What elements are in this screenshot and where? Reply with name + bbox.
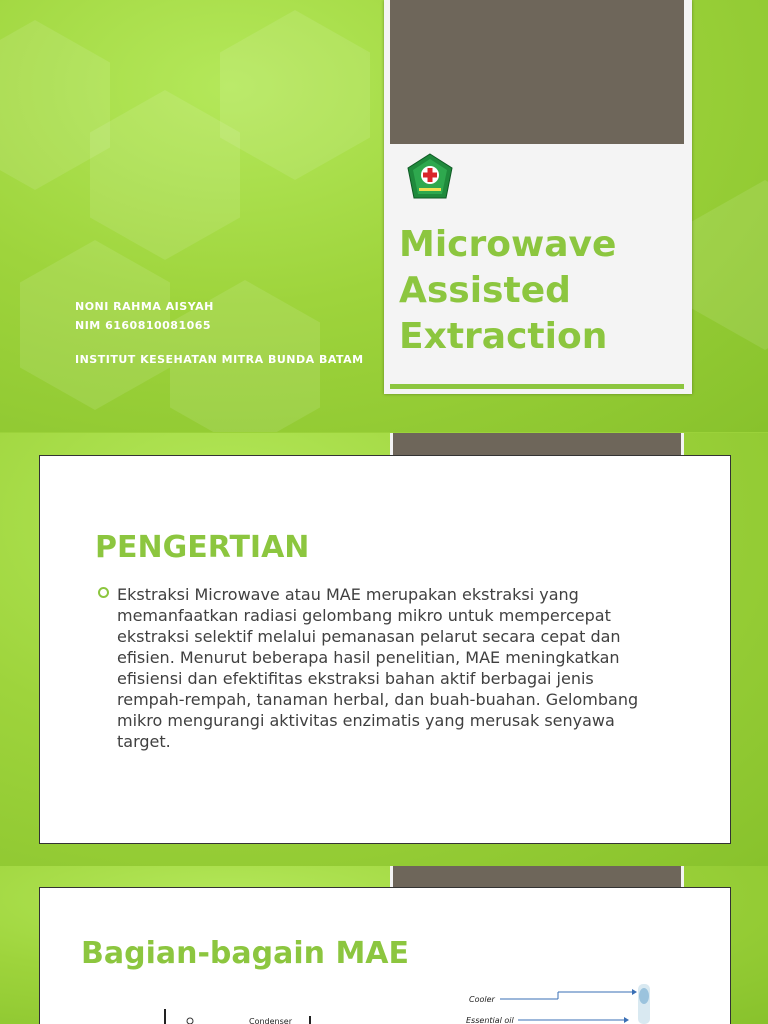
background-hexagon (220, 10, 370, 180)
title-line: Microwave (399, 224, 617, 265)
background-hexagon (90, 90, 240, 260)
presentation-title (399, 222, 689, 360)
bullet-circle-icon (98, 587, 109, 598)
institution-name: INSTITUT KESEHATAN MITRA BUNDA BATAM (75, 353, 364, 366)
essential-oil-label: Essential oil (466, 1016, 514, 1024)
institution-logo-icon (406, 152, 454, 202)
mae-apparatus-diagram (0, 866, 768, 1024)
slide-heading: Bagian-bagain MAE (81, 936, 410, 971)
background-hexagon (690, 180, 768, 350)
author-nim: NIM 6160810081065 (75, 319, 212, 332)
author-block (75, 297, 364, 369)
author-name: NONI RAHMA AISYAH (75, 300, 214, 313)
content-card (39, 455, 731, 844)
slide-heading: PENGERTIAN (95, 530, 310, 565)
bullet-item (98, 584, 658, 752)
title-line: Extraction (399, 316, 608, 357)
cooler-label: Cooler (469, 995, 495, 1004)
bullet-text: Ekstraksi Microwave atau MAE merupakan ekstraksi yang memanfaatkan radiasi gelombang mikro untuk mempercepat ekstraksi selektif melalui pemanasan pelarut secara cepat dan efisien. Menurut beberapa hasil penelitian, MAE meningkatkan efisiensi dan efektifitas ekstraksi bahan aktif berbagai jenis rempah-rempah, tanaman herbal, dan buah-buahan. Gelombang mikro mengurangi aktivitas enzimatis yang merusak senyawa target. (117, 585, 639, 751)
definition-slide (0, 433, 768, 866)
title-card (384, 0, 692, 394)
title-underline (390, 384, 684, 389)
title-card-dark-panel (390, 0, 684, 144)
title-line: Assisted (399, 270, 571, 311)
parts-slide (0, 866, 768, 1024)
condenser-label: Condenser (249, 1017, 292, 1024)
title-slide (0, 0, 768, 432)
